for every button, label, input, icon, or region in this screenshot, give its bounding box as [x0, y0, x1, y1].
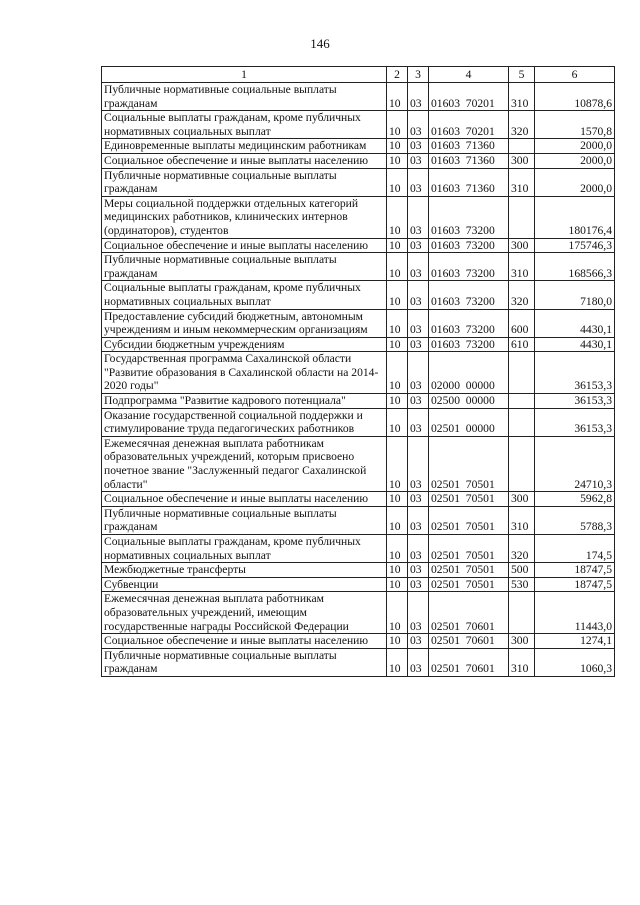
row-section-cell: 10: [387, 337, 408, 352]
row-name-cell: Подпрограмма "Развитие кадрового потенциала": [102, 394, 387, 409]
row-subsection-cell: 03: [408, 83, 429, 111]
table-row: [102, 648, 615, 676]
row-expense-type-cell: [509, 592, 535, 634]
table-row: [102, 506, 615, 534]
row-section-cell: 10: [387, 408, 408, 436]
row-subsection-cell: 03: [408, 436, 429, 491]
row-section-cell: 10: [387, 535, 408, 563]
row-subsection-cell: 03: [408, 648, 429, 676]
row-name-cell: Публичные нормативные социальные выплаты гражданам: [102, 506, 387, 534]
row-subsection-cell: 03: [408, 634, 429, 649]
table-header-row: [102, 67, 615, 83]
row-expense-type-cell: 310: [509, 648, 535, 676]
row-amount-cell: 18747,5: [535, 577, 615, 592]
row-target-article-cell: 02501 70501: [429, 506, 509, 534]
row-section-cell: 10: [387, 436, 408, 491]
row-section-cell: 10: [387, 253, 408, 281]
row-amount-cell: 1570,8: [535, 111, 615, 139]
row-target-article-cell: 02501 70501: [429, 577, 509, 592]
row-name-cell: Оказание государственной социальной поддержки и стимулирование труда педагогических работников: [102, 408, 387, 436]
row-name-cell: Социальные выплаты гражданам, кроме публичных нормативных социальных выплат: [102, 535, 387, 563]
table-row: [102, 168, 615, 196]
table-row: [102, 535, 615, 563]
row-subsection-cell: 03: [408, 139, 429, 154]
row-expense-type-cell: 610: [509, 337, 535, 352]
row-amount-cell: 36153,3: [535, 394, 615, 409]
row-section-cell: 10: [387, 309, 408, 337]
row-expense-type-cell: 300: [509, 634, 535, 649]
table-row: [102, 492, 615, 507]
table-row: [102, 592, 615, 634]
row-amount-cell: 4430,1: [535, 337, 615, 352]
table-row: [102, 436, 615, 491]
row-target-article-cell: 01603 71360: [429, 153, 509, 168]
table-row: [102, 253, 615, 281]
row-target-article-cell: 01603 73200: [429, 337, 509, 352]
row-subsection-cell: 03: [408, 592, 429, 634]
row-section-cell: 10: [387, 577, 408, 592]
row-section-cell: 10: [387, 83, 408, 111]
row-target-article-cell: 02501 70601: [429, 592, 509, 634]
row-expense-type-cell: 300: [509, 238, 535, 253]
row-subsection-cell: 03: [408, 168, 429, 196]
row-name-cell: Социальное обеспечение и иные выплаты населению: [102, 634, 387, 649]
row-target-article-cell: 01603 70201: [429, 111, 509, 139]
table-row: [102, 394, 615, 409]
row-subsection-cell: 03: [408, 253, 429, 281]
row-amount-cell: 36153,3: [535, 408, 615, 436]
table-row: [102, 563, 615, 578]
page-number: 146: [310, 36, 330, 51]
table-row: [102, 309, 615, 337]
row-target-article-cell: 02501 70601: [429, 648, 509, 676]
table-row: [102, 408, 615, 436]
header-col-6: 6: [535, 67, 615, 83]
row-expense-type-cell: [509, 394, 535, 409]
row-name-cell: Социальное обеспечение и иные выплаты населению: [102, 153, 387, 168]
row-section-cell: 10: [387, 153, 408, 168]
row-target-article-cell: 02000 00000: [429, 352, 509, 394]
row-expense-type-cell: 310: [509, 253, 535, 281]
row-amount-cell: 174,5: [535, 535, 615, 563]
row-amount-cell: 11443,0: [535, 592, 615, 634]
row-amount-cell: 18747,5: [535, 563, 615, 578]
row-amount-cell: 1060,3: [535, 648, 615, 676]
table-row: [102, 83, 615, 111]
header-col-5: 5: [509, 67, 535, 83]
row-section-cell: 10: [387, 648, 408, 676]
row-amount-cell: 168566,3: [535, 253, 615, 281]
row-amount-cell: 36153,3: [535, 352, 615, 394]
row-subsection-cell: 03: [408, 577, 429, 592]
row-target-article-cell: 02501 70501: [429, 492, 509, 507]
row-expense-type-cell: 320: [509, 281, 535, 309]
row-target-article-cell: 02501 70501: [429, 436, 509, 491]
row-expense-type-cell: 310: [509, 168, 535, 196]
table-row: [102, 238, 615, 253]
row-expense-type-cell: [509, 352, 535, 394]
row-section-cell: 10: [387, 196, 408, 238]
row-subsection-cell: 03: [408, 337, 429, 352]
row-name-cell: Социальное обеспечение и иные выплаты населению: [102, 238, 387, 253]
row-section-cell: 10: [387, 592, 408, 634]
row-section-cell: 10: [387, 634, 408, 649]
row-section-cell: 10: [387, 352, 408, 394]
table-body: [102, 83, 615, 677]
row-target-article-cell: 02501 00000: [429, 408, 509, 436]
row-subsection-cell: 03: [408, 352, 429, 394]
budget-table: [101, 66, 615, 677]
header-col-4: 4: [429, 67, 509, 83]
row-name-cell: Межбюджетные трансферты: [102, 563, 387, 578]
row-target-article-cell: 01603 73200: [429, 253, 509, 281]
header-col-3: 3: [408, 67, 429, 83]
row-subsection-cell: 03: [408, 196, 429, 238]
row-target-article-cell: 01603 71360: [429, 139, 509, 154]
row-subsection-cell: 03: [408, 309, 429, 337]
row-target-article-cell: 01603 71360: [429, 168, 509, 196]
row-name-cell: Субвенции: [102, 577, 387, 592]
row-expense-type-cell: 310: [509, 506, 535, 534]
row-name-cell: Предоставление субсидий бюджетным, автономным учреждениям и иным некоммерческим организациям: [102, 309, 387, 337]
table-row: [102, 577, 615, 592]
row-target-article-cell: 02501 70601: [429, 634, 509, 649]
row-target-article-cell: 01603 73200: [429, 238, 509, 253]
row-target-article-cell: 02501 70501: [429, 563, 509, 578]
row-expense-type-cell: [509, 408, 535, 436]
table-row: [102, 196, 615, 238]
table-row: [102, 139, 615, 154]
table-row: [102, 634, 615, 649]
row-name-cell: Публичные нормативные социальные выплаты гражданам: [102, 253, 387, 281]
table-row: [102, 352, 615, 394]
row-name-cell: Субсидии бюджетным учреждениям: [102, 337, 387, 352]
row-amount-cell: 5962,8: [535, 492, 615, 507]
row-amount-cell: 2000,0: [535, 153, 615, 168]
row-section-cell: 10: [387, 139, 408, 154]
table-row: [102, 337, 615, 352]
row-amount-cell: 10878,6: [535, 83, 615, 111]
row-name-cell: Публичные нормативные социальные выплаты гражданам: [102, 83, 387, 111]
row-amount-cell: 4430,1: [535, 309, 615, 337]
row-expense-type-cell: 300: [509, 492, 535, 507]
row-section-cell: 10: [387, 111, 408, 139]
row-expense-type-cell: [509, 436, 535, 491]
row-section-cell: 10: [387, 506, 408, 534]
header-col-1: 1: [102, 67, 387, 83]
row-amount-cell: 175746,3: [535, 238, 615, 253]
row-name-cell: Государственная программа Сахалинской области "Развитие образования в Сахалинской области на 2014-2020 годы": [102, 352, 387, 394]
row-target-article-cell: 01603 73200: [429, 309, 509, 337]
row-section-cell: 10: [387, 168, 408, 196]
row-subsection-cell: 03: [408, 506, 429, 534]
row-amount-cell: 180176,4: [535, 196, 615, 238]
row-subsection-cell: 03: [408, 153, 429, 168]
row-subsection-cell: 03: [408, 111, 429, 139]
row-subsection-cell: 03: [408, 535, 429, 563]
row-subsection-cell: 03: [408, 563, 429, 578]
row-expense-type-cell: [509, 139, 535, 154]
row-section-cell: 10: [387, 238, 408, 253]
row-name-cell: Ежемесячная денежная выплата работникам образовательных учреждений, которым присвоено почетное звание "Заслуженный педагог Сахалинской области": [102, 436, 387, 491]
table-row: [102, 153, 615, 168]
row-expense-type-cell: 500: [509, 563, 535, 578]
row-target-article-cell: 01603 73200: [429, 281, 509, 309]
row-name-cell: Единовременные выплаты медицинским работникам: [102, 139, 387, 154]
row-name-cell: Социальные выплаты гражданам, кроме публичных нормативных социальных выплат: [102, 281, 387, 309]
table-row: [102, 281, 615, 309]
header-col-2: 2: [387, 67, 408, 83]
row-subsection-cell: 03: [408, 394, 429, 409]
table-row: [102, 111, 615, 139]
row-name-cell: Меры социальной поддержки отдельных категорий медицинских работников, клинических интернов (ординаторов), студентов: [102, 196, 387, 238]
row-expense-type-cell: [509, 196, 535, 238]
row-expense-type-cell: 530: [509, 577, 535, 592]
row-name-cell: Ежемесячная денежная выплата работникам образовательных учреждений, имеющим государственные награды Российской Федерации: [102, 592, 387, 634]
row-name-cell: Публичные нормативные социальные выплаты гражданам: [102, 648, 387, 676]
row-expense-type-cell: 320: [509, 535, 535, 563]
row-expense-type-cell: 320: [509, 111, 535, 139]
row-section-cell: 10: [387, 563, 408, 578]
row-name-cell: Социальное обеспечение и иные выплаты населению: [102, 492, 387, 507]
row-amount-cell: 2000,0: [535, 168, 615, 196]
row-name-cell: Публичные нормативные социальные выплаты гражданам: [102, 168, 387, 196]
row-target-article-cell: 01603 73200: [429, 196, 509, 238]
row-section-cell: 10: [387, 492, 408, 507]
row-amount-cell: 2000,0: [535, 139, 615, 154]
row-expense-type-cell: 600: [509, 309, 535, 337]
row-subsection-cell: 03: [408, 238, 429, 253]
row-target-article-cell: 02501 70501: [429, 535, 509, 563]
row-amount-cell: 24710,3: [535, 436, 615, 491]
row-target-article-cell: 01603 70201: [429, 83, 509, 111]
row-expense-type-cell: 310: [509, 83, 535, 111]
row-target-article-cell: 02500 00000: [429, 394, 509, 409]
row-amount-cell: 5788,3: [535, 506, 615, 534]
row-subsection-cell: 03: [408, 281, 429, 309]
row-amount-cell: 7180,0: [535, 281, 615, 309]
row-subsection-cell: 03: [408, 492, 429, 507]
row-subsection-cell: 03: [408, 408, 429, 436]
row-expense-type-cell: 300: [509, 153, 535, 168]
row-amount-cell: 1274,1: [535, 634, 615, 649]
row-name-cell: Социальные выплаты гражданам, кроме публичных нормативных социальных выплат: [102, 111, 387, 139]
row-section-cell: 10: [387, 281, 408, 309]
row-section-cell: 10: [387, 394, 408, 409]
